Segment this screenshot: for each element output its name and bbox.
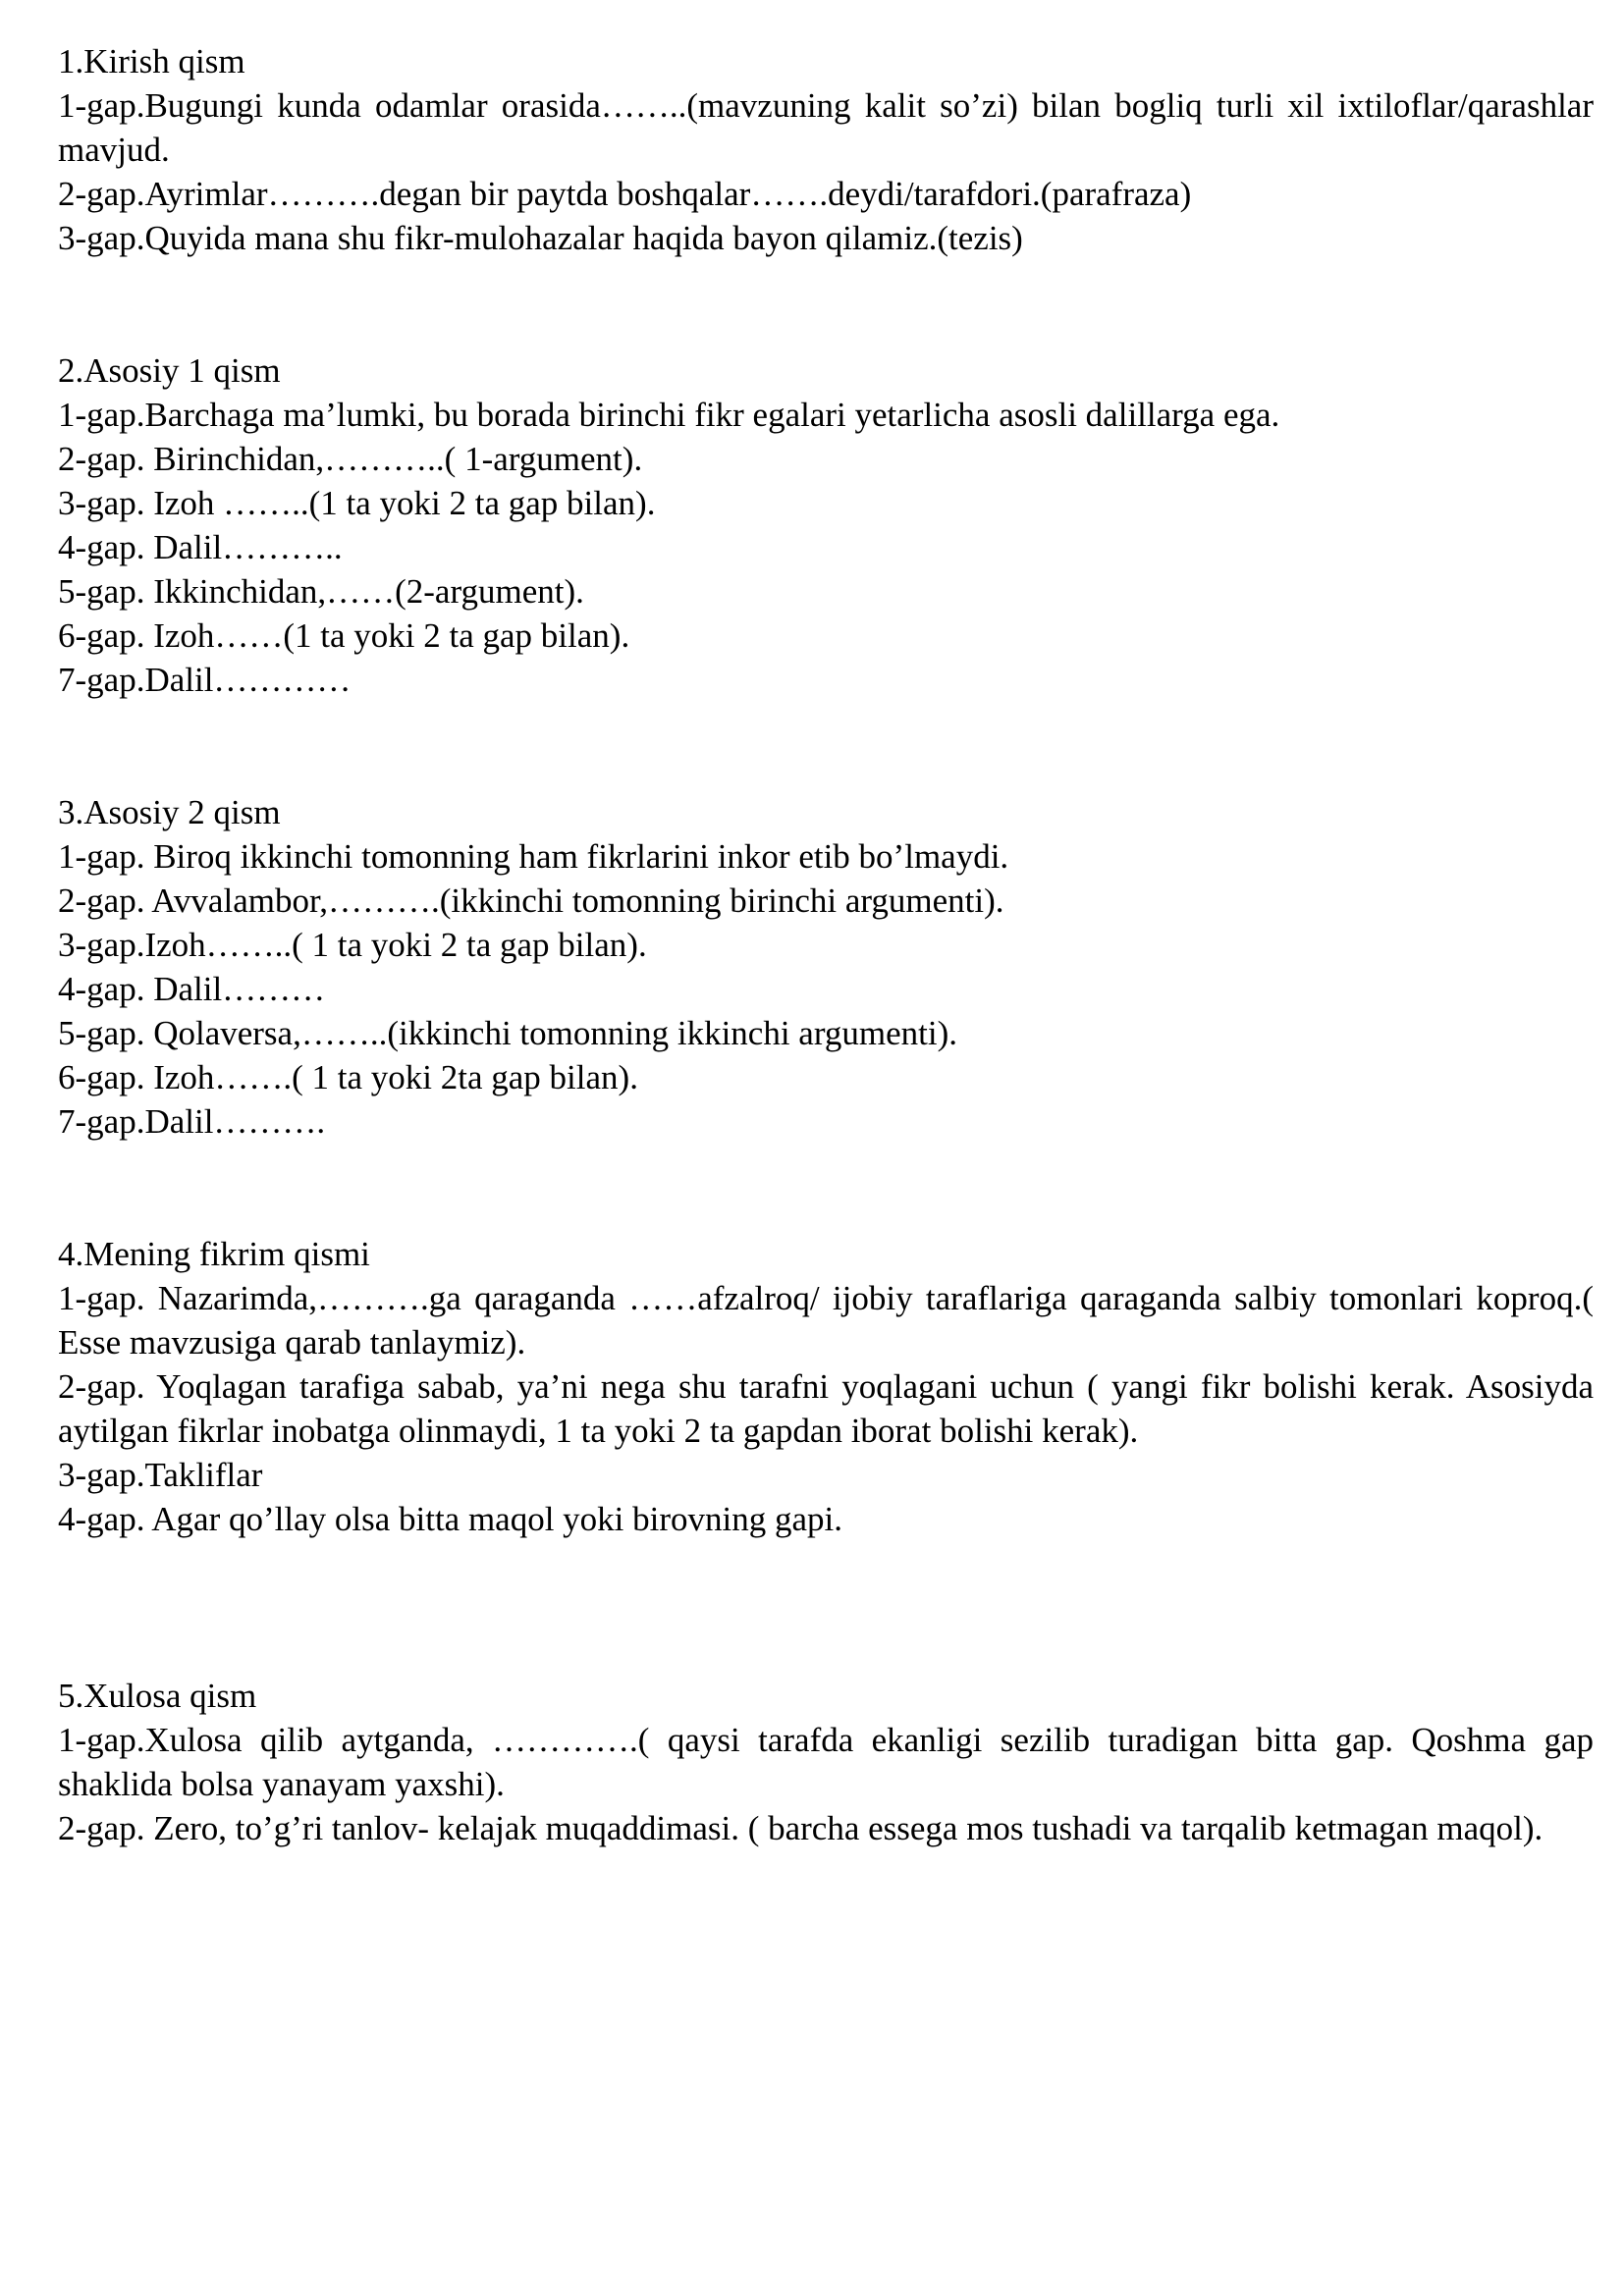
document-page [58,39,1594,1850]
section-heading: 2.Asosiy 1 qism [58,351,281,390]
sentence-line: 2-gap. Zero, to’g’ri tanlov- kelajak muqaddimasi. ( barcha essega mos tushadi va tarqalib ketmagan maqol). [58,1809,1543,1847]
section-mening-fikrim [58,1232,1594,1541]
sentence-line: 3-gap.Takliflar [58,1456,263,1494]
section-asosiy-2 [58,790,1594,1144]
sentence-line: 5-gap. Ikkinchidan,……(2-argument). [58,572,584,611]
section-xulosa [58,1674,1594,1850]
sentence-line: 4-gap. Dalil……….. [58,528,343,566]
sentence-line: 2-gap. Yoqlagan tarafiga sabab, ya’ni nega shu tarafni yoqlagani uchun ( yangi fikr bolishi kerak. Asosiyda aytilgan fikrlar inobatga olinmaydi, 1 ta yoki 2 ta gapdan iborat bolishi kerak). [58,1367,1594,1450]
sentence-line: 3-gap.Quyida mana shu fikr-mulohazalar haqida bayon qilamiz.(tezis) [58,219,1023,257]
sentence-line: 2-gap. Avvalambor,……….(ikkinchi tomonning birinchi argumenti). [58,881,1004,920]
sentence-line: 1-gap.Xulosa qilib aytganda, ………….( qaysi tarafda ekanligi sezilib turadigan bitta gap. Qoshma gap shaklida bolsa yanayam yaxshi). [58,1721,1594,1803]
section-heading: 4.Mening fikrim qismi [58,1235,370,1273]
sentence-line: 3-gap.Izoh……..( 1 ta yoki 2 ta gap bilan). [58,926,647,964]
sentence-line: 4-gap. Agar qo’llay olsa bitta maqol yoki birovning gapi. [58,1500,843,1538]
sentence-line: 5-gap. Qolaversa,……..(ikkinchi tomonning ikkinchi argumenti). [58,1014,957,1052]
sentence-line: 6-gap. Izoh……(1 ta yoki 2 ta gap bilan). [58,616,630,655]
section-heading: 1.Kirish qism [58,42,245,80]
sentence-line: 6-gap. Izoh…….( 1 ta yoki 2ta gap bilan). [58,1058,638,1096]
sentence-line: 1-gap. Nazarimda,……….ga qaraganda ……afzalroq/ ijobiy taraflariga qaraganda salbiy tomonlari koproq.( Esse mavzusiga qarab tanlaymiz). [58,1279,1594,1362]
sentence-line: 7-gap.Dalil………… [58,661,352,699]
section-heading: 5.Xulosa qism [58,1677,257,1715]
sentence-line: 4-gap. Dalil……… [58,970,326,1008]
section-heading: 3.Asosiy 2 qism [58,793,281,831]
sentence-line: 2-gap. Birinchidan,………..( 1-argument). [58,440,643,478]
sentence-line: 1-gap. Biroq ikkinchi tomonning ham fikrlarini inkor etib bo’lmaydi. [58,837,1009,876]
sentence-line: 1-gap.Barchaga ma’lumki, bu borada birinchi fikr egalari yetarlicha asosli dalillarga ega. [58,396,1280,434]
sentence-line: 1-gap.Bugungi kunda odamlar orasida……..(mavzuning kalit so’zi) bilan bogliq turli xil ixtiloflar/qarashlar mavjud. [58,86,1594,169]
sentence-line: 2-gap.Ayrimlar……….degan bir paytda boshqalar…….deydi/tarafdori.(parafraza) [58,175,1192,213]
sentence-line: 7-gap.Dalil………. [58,1102,326,1141]
sentence-line: 3-gap. Izoh ……..(1 ta yoki 2 ta gap bilan). [58,484,656,522]
section-kirish [58,39,1594,260]
section-asosiy-1 [58,348,1594,702]
